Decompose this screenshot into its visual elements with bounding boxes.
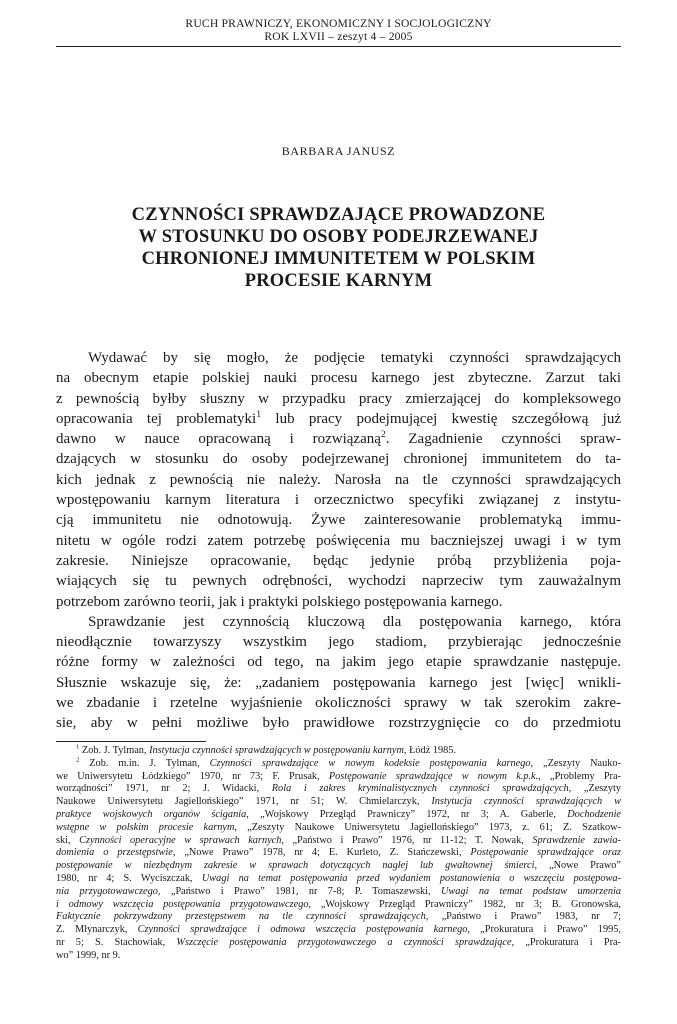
footnotes (56, 745, 621, 963)
text-line: nieodłącznie towarzyszy wszystkim jego stadiom, przybierając jednocześnie (56, 634, 621, 651)
text-line: dawno w nauce opracowaną i rozwiązaną$^2$. Zagadnienie czynności spraw- (56, 429, 621, 448)
footnote-line: wstępne w polskim procesie karnym, „Zeszyty Naukowe Uniwersytetu Jagiellońskiego” 1973, z. 61; Z. Szatkow- (56, 821, 621, 833)
paragraph-1 (56, 348, 621, 612)
footnote-ref-2[interactable]: 2 (380, 429, 386, 441)
text-line: na obecnym etapie polskiej nauki procesu karnego jest zbyteczne. Zarzut taki (56, 370, 621, 387)
text-line: różne formy w zależności od tego, na jakim jego etapie sprawdzanie następuje. (56, 654, 621, 671)
footnote-line: Faktycznie pokrzywdzony przestępstwem na tle czynności sprawdzających, „Państwo i Prawo” 1983, nr 7; (56, 911, 621, 923)
footnote-line: ski, Czynności operacyjne w sprawach karnych, „Państwo i Prawo” 1976, nr 11-12; T. Nowak, Sprawdzenie zawia- (56, 834, 621, 846)
title-line: PROCESIE KARNYM (244, 271, 433, 291)
title-line: CHRONIONEJ IMMUNITETEM W POLSKIM (141, 249, 536, 269)
title-line: CZYNNOŚCI SPRAWDZAJĄCE PROWADZONE (131, 205, 546, 225)
text-line: zakresie. Niniejsze opracowanie, będąc jedynie próbą przybliżenia poja- (56, 552, 621, 569)
text-line: we zbadanie i rzetelne wyjaśnienie okoliczności sprawy w tak szerokim zakre- (56, 695, 621, 712)
text-line: wpostępowaniu karnym literatura i orzecznictwo specyfiki związanej z instytu- (56, 492, 621, 509)
footnote-mark: 2 (76, 756, 80, 764)
footnote-line: nr 5; S. Stachowiak, Wszczęcie postępowania przygotowawczego a czynności sprawdzające, „Prokuratura i Pra- (56, 936, 621, 948)
text-line: opracowania tej problematyki$^1$ lub pracy podejmującej kwestię szczegółową już (56, 408, 621, 427)
header-rule (56, 46, 621, 47)
text-line: wiających się tu pewnych odrębności, wychodzi naprzeciw tym zauważalnym (56, 573, 621, 590)
footnote-line: nia przygotowawczego, „Państwo i Prawo” 1981, nr 7-8; P. Tomaszewski, Uwagi na temat podstaw umorzenia (56, 885, 621, 897)
footnote-line: we Uniwersytetu Łódzkiego” 1970, nr 73; F. Prusak, Postępowanie sprawdzające w nowym k.p.k., „Problemy Pra- (56, 770, 621, 782)
text-line: nitetu w ogóle rodzi zatem potrzebę poświęcenia mu baczniejszej uwagi i w tym (56, 532, 621, 549)
footnote-mark: 1 (76, 743, 80, 751)
footnote-line: 1980, nr 4; S. Wyciszczak, Uwagi na temat postępowania przed wydaniem postanowienia o wszczęciu postępowa- (56, 872, 621, 884)
footnote-line: domienia o przestępstwie, „Nowe Prawo” 1978, nr 4; E. Kurleto, Z. Stańczewski, Postępowanie sprawdzające oraz (56, 847, 621, 859)
text-line: Wydawać by się mogło, że podjęcie tematyki czynności sprawdzających (88, 350, 621, 366)
article-title (56, 204, 621, 292)
running-header (0, 17, 677, 43)
footnote-line: wo” 1999, nr 9. (56, 949, 121, 961)
text-line: Słusznie wskazuje się, że: „zadaniem postępowania karnego jest [więc] wnikli- (56, 674, 621, 691)
text-line: Sprawdzanie jest czynnością kluczową dla postępowania karnego, która (88, 613, 621, 630)
text-line: z pewnością byłby słuszny w przypadku pracy zmierzającej do kompleksowego (56, 390, 621, 407)
footnote-ref-1[interactable]: 1 (256, 408, 262, 420)
paragraph-2 (56, 612, 621, 734)
journal-name: RUCH PRAWNICZY, EKONOMICZNY I SOCJOLOGICZNY (185, 17, 492, 30)
footnote-line: Naukowe Uniwersytetu Jagiellońskiego” 1971, nr 51; W. Chmielarczyk, Instytucja czynności sprawdzających w (56, 796, 621, 808)
title-line: W STOSUNKU DO OSOBY PODEJRZEWANEJ (138, 227, 539, 247)
text-line: cją immunitetu nie odnotowują. Żywe zainteresowanie problematyką immu- (56, 512, 621, 529)
author-name: BARBARA JANUSZ (281, 144, 396, 158)
text-line: dzających w stosunku do osoby podejrzewanej chronionej immunitetem do ta- (56, 451, 621, 468)
footnote-line: postępowanie w niezbędnym zakresie w sprawach dotyczących nagłej lub gwałtownej śmierci, „Nowe Prawo” (56, 860, 621, 872)
footnote-2 (56, 758, 621, 963)
footnote-1: $^1$ Zob. J. Tylman, Instytucja czynności sprawdzających w postępowaniu karnym, Łódź 1985. (76, 743, 456, 756)
footnote-line: $^2$ Zob. m.in. J. Tylman, Czynności sprawdzające w nowym kodeksie postępowania karnego, „Zeszyty Nauko- (76, 756, 621, 769)
text-line: kich jednak z pewnością nie należy. Narosła na tle czynności sprawdzających (56, 471, 621, 488)
body-text (56, 348, 621, 734)
footnote-rule (56, 741, 206, 742)
footnote-line: Z. Młynarczyk, Czynności sprawdzające i odmowa wszczęcia postępowania karnego, „Prokuratura i Prawo” 1995, (56, 924, 621, 936)
journal-issue: ROK LXVII – zeszyt 4 – 2005 (264, 30, 413, 43)
footnote-line: i odmowy wszczęcia postępowania przygotowawczego, „Wojskowy Przegląd Prawniczy” 1982, nr 3; B. Gronowska, (56, 898, 621, 910)
text-line: sie, aby w pełni możliwe było prawidłowe rozstrzygnięcie co do przedmiotu (56, 715, 621, 732)
footnote-line: worządności” 1971, nr 2; J. Widacki, Rola i zakres kryminalistycznych czynności sprawdzających, „Zeszyty (56, 783, 622, 795)
text-line: potrzebom zarówno teorii, jak i praktyki polskiego postępowania karnego. (56, 593, 503, 610)
footnote-line: praktyce wojskowych organów ścigania, „Wojskowy Przegląd Prawniczy” 1972, nr 3; A. Gaberle, Dochodzenie (56, 808, 622, 820)
